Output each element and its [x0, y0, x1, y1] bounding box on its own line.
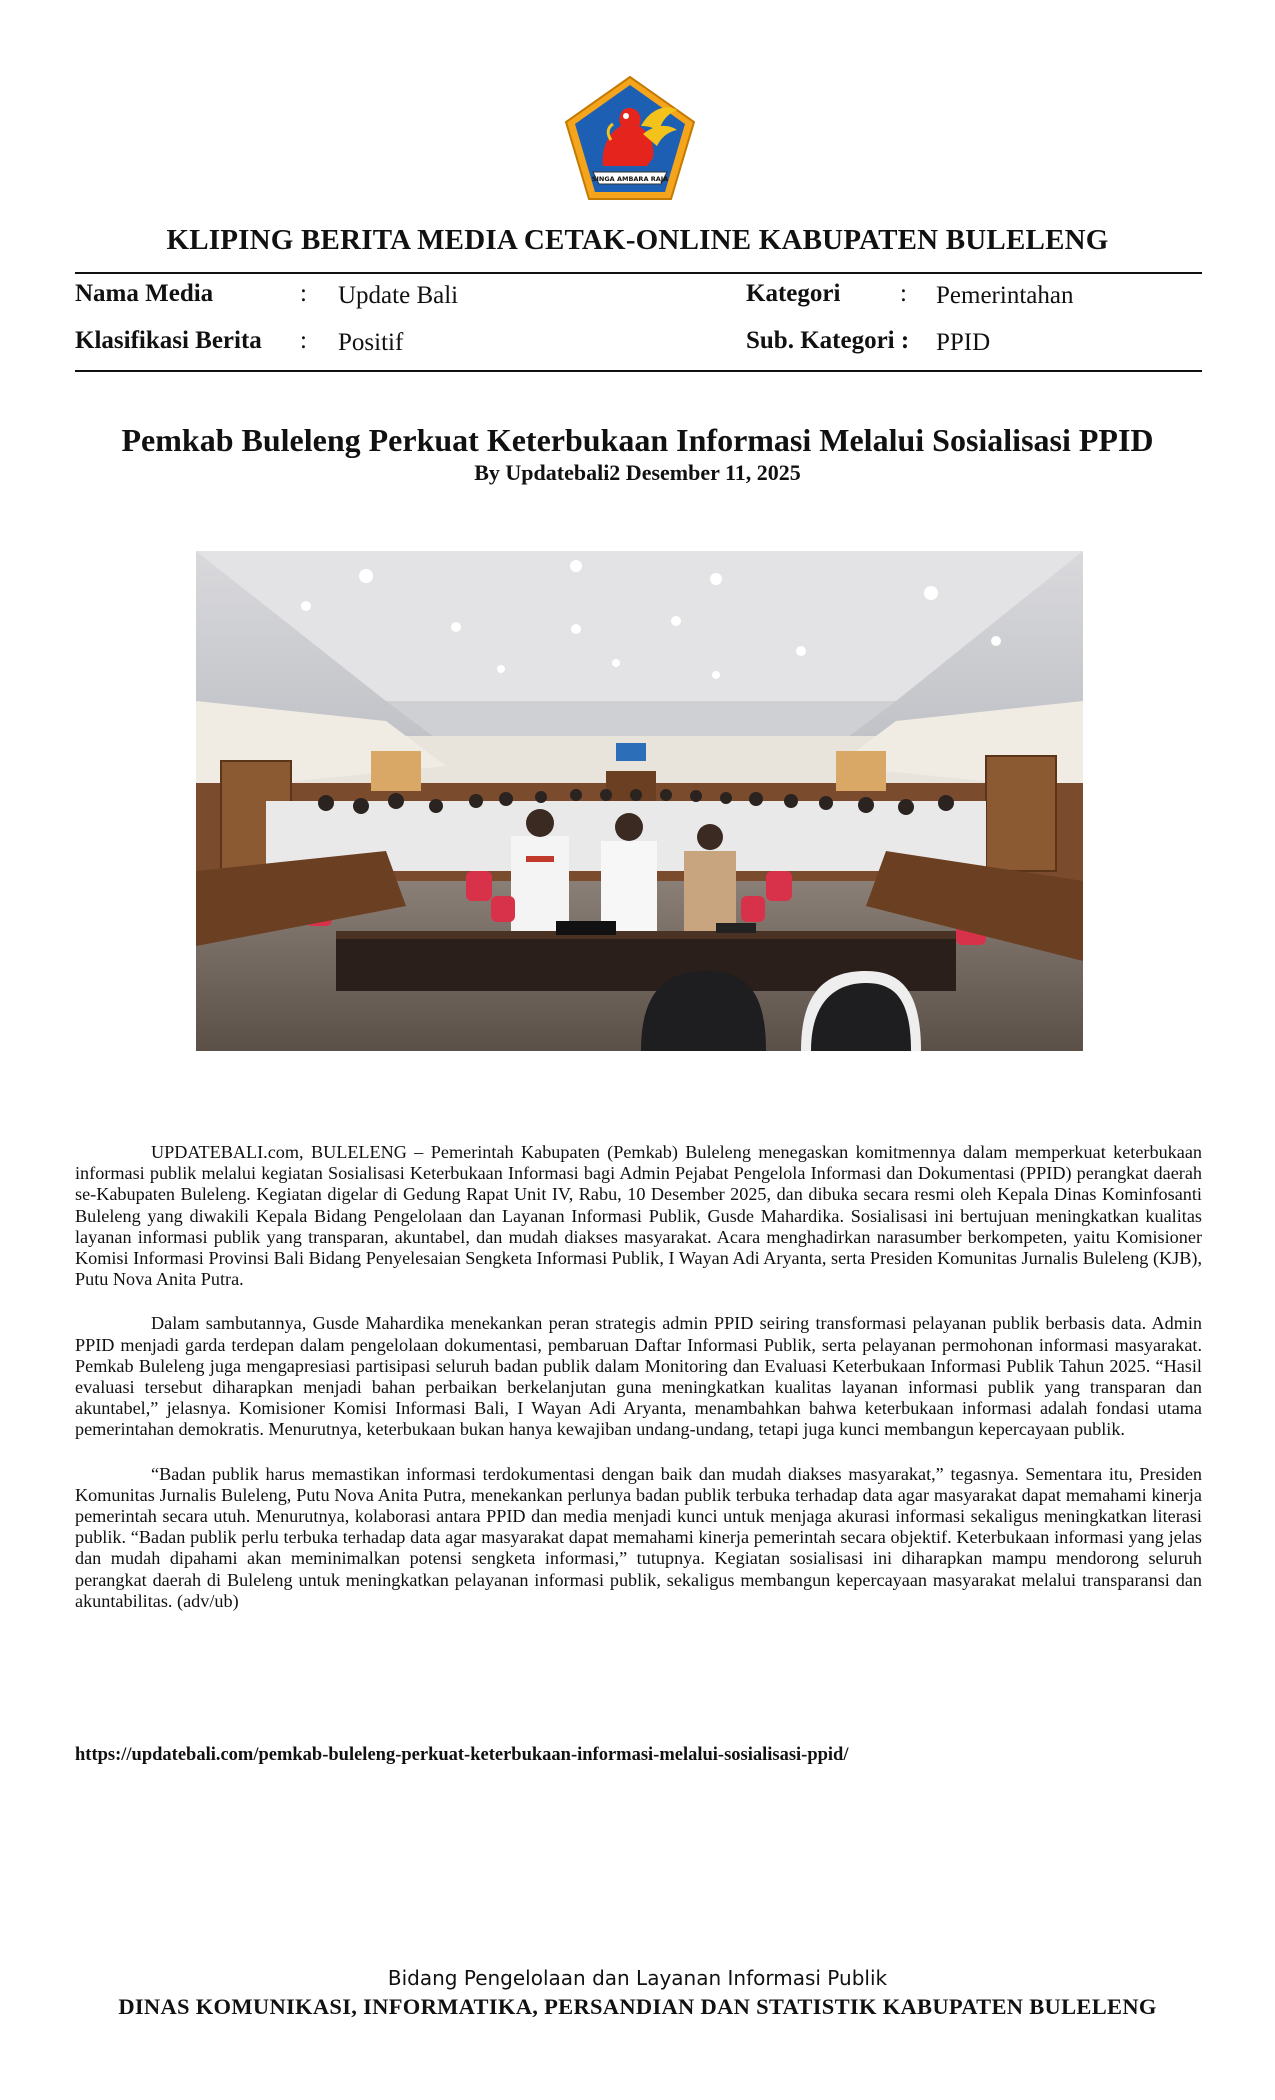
source-url-link[interactable]: https://updatebali.com/pemkab-buleleng-perkuat-keterbukaan-informasi-melalui-sosialisasi-ppid/: [75, 1745, 849, 1765]
top-divider: [75, 272, 1202, 274]
kategori-label: Kategori: [746, 280, 841, 307]
sub-kategori-value: PPID: [936, 329, 991, 356]
clipping-title: KLIPING BERITA MEDIA CETAK-ONLINE KABUPATEN BULELENG: [166, 224, 1109, 256]
klasifikasi-separator: :: [300, 327, 307, 354]
nama-media-value: Update Bali: [338, 282, 459, 309]
bottom-divider: [75, 370, 1202, 372]
kategori-value: Pemerintahan: [936, 282, 1074, 309]
article-byline: By Updatebali2 Desember 11, 2025: [474, 460, 801, 485]
article-title: Pemkab Buleleng Perkuat Keterbukaan Informasi Melalui Sosialisasi PPID: [121, 422, 1154, 458]
kategori-separator: :: [900, 280, 907, 307]
sub-kategori-label: Sub. Kategori :: [746, 327, 910, 354]
footer-agency: DINAS KOMUNIKASI, INFORMATIKA, PERSANDIAN DAN STATISTIK KABUPATEN BULELENG: [118, 1994, 1157, 2019]
footer-division: Bidang Pengelolaan dan Layanan Informasi Publik: [387, 1966, 888, 1990]
article-paragraph: “Badan publik harus memastikan informasi terdokumentasi dengan baik dan mudah diakses masyarakat,” tegasnya. Sementara itu, Presiden Komunitas Jurnalis Buleleng, Putu Nova Anita Putra, menekankan perlunya badan publik terbuka terhadap data agar masyarakat dapat memahami kinerja pemerintah secara utuh. Menurutnya, kolaborasi antara PPID dan media menjadi kunci untuk menjaga akurasi informasi sekaligus meningkatkan literasi publik. “Badan publik perlu terbuka terhadap data agar masyarakat dapat memahami kinerja pemerintah secara objektif. Keterbukaan informasi yang jelas dan mudah dipahami akan meminimalkan potensi sengketa informasi,” tutupnya. Kegiatan sosialisasi ini diharapkan mampu mendorong seluruh perangkat daerah di Buleleng untuk meningkatkan pelayanan informasi publik, sekaligus membangun kepercayaan masyarakat melalui transparansi dan akuntabilitas. (adv/ub): [75, 1463, 1202, 1611]
nama-media-separator: :: [300, 280, 307, 307]
article-paragraph: Dalam sambutannya, Gusde Mahardika menekankan peran strategis admin PPID seiring transformasi pelayanan publik berbasis data. Admin PPID menjadi garda terdepan dalam pengelolaan dokumentasi, pembaruan Daftar Informasi Publik, serta pelayanan permohonan informasi masyarakat. Pemkab Buleleng juga mengapresiasi partisipasi seluruh badan publik dalam Monitoring dan Evaluasi Keterbukaan Informasi Publik Tahun 2025. “Hasil evaluasi tersebut diharapkan menjadi bahan perbaikan berkelanjutan guna meningkatkan kualitas layanan informasi publik yang transparan dan akuntabel,” jelasnya. Komisioner Komisi Informasi Bali, I Wayan Adi Aryanta, menambahkan bahwa keterbukaan informasi adalah fondasi utama pemerintahan demokratis. Menurutnya, keterbukaan bukan hanya kewajiban undang-undang, tetapi juga kunci membangun kepercayaan publik.: [75, 1313, 1202, 1440]
kabupaten-buleleng-logo-icon: [563, 74, 697, 202]
klasifikasi-berita-value: Positif: [338, 329, 404, 356]
article-photo: [196, 551, 1083, 1051]
logo-motto: SINGA AMBARA RAJA: [591, 175, 669, 183]
article-paragraph: UPDATEBALI.com, BULELENG – Pemerintah Kabupaten (Pemkab) Buleleng menegaskan komitmennya dalam memperkuat keterbukaan informasi publik melalui kegiatan Sosialisasi Keterbukaan Informasi bagi Admin Pejabat Pengelola Informasi dan Dokumentasi (PPID) perangkat daerah se-Kabupaten Buleleng. Kegiatan digelar di Gedung Rapat Unit IV, Rabu, 10 Desember 2025, dan dibuka secara resmi oleh Kepala Dinas Kominfosanti Buleleng yang diwakili Kepala Bidang Pengelolaan dan Layanan Informasi Publik, Gusde Mahardika. Sosialisasi ini bertujuan meningkatkan kualitas layanan informasi publik yang transparan, akuntabel, dan mudah diakses masyarakat. Acara menghadirkan narasumber berkompeten, yaitu Komisioner Komisi Informasi Provinsi Bali Bidang Penyelesaian Sengketa Informasi Publik, I Wayan Adi Aryanta, serta Presiden Komunitas Jurnalis Buleleng (KJB), Putu Nova Anita Putra.: [75, 1142, 1202, 1290]
klasifikasi-berita-label: Klasifikasi Berita: [75, 327, 262, 354]
article-body: [75, 1142, 1202, 1635]
nama-media-label: Nama Media: [75, 280, 214, 307]
